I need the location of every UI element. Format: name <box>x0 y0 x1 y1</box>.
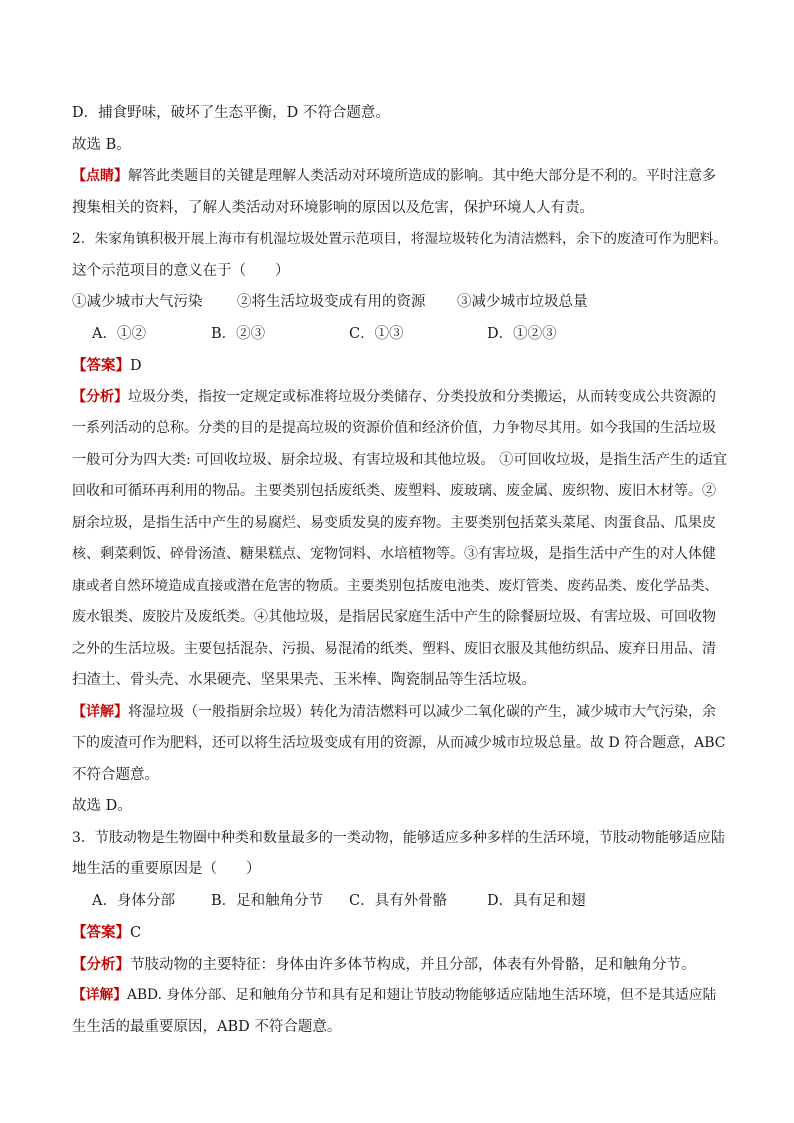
conclusion-line: 故选 B。 <box>72 136 131 153</box>
choice-b: B．②③ <box>211 325 266 342</box>
question-2-items <box>72 287 727 319</box>
detail-text: 下的废渣可作为肥料，还可以将生活垃圾变成有用的资源，从而减少城市垃圾总量。故 D 符合题意，ABC <box>72 735 726 751</box>
analysis-text: 康或者自然环境造成直接或潜在危害的物质。主要类别包括废电池类、废灯管类、废药品类、废化学品类、 <box>72 577 719 594</box>
answer-line <box>72 917 727 949</box>
question-3-choices <box>72 886 727 918</box>
analysis-line <box>72 382 727 414</box>
answer-tag: 【答案】 <box>72 357 130 374</box>
choice-c: C．①③ <box>349 325 404 342</box>
analysis-text: 废水银类、废胶片及废纸类。④其他垃圾，是指居民家庭生活中产生的除餐厨垃圾、有害垃圾、可回收物 <box>72 609 716 625</box>
question-2-stem: 2．朱家角镇积极开展上海市有机湿垃圾处置示范项目，将湿垃圾转化为清洁燃料，余下的废渣可作为肥料。 <box>72 231 728 247</box>
dianjing-line <box>72 161 727 193</box>
analysis-text: 垃圾分类，指按一定规定或标准将垃圾分类储存、分类投放和分类搬运，从而转变成公共资源的 <box>128 388 716 405</box>
choice-b: B．足和触角分节 <box>211 892 324 909</box>
answer-line <box>72 350 727 382</box>
detail-tag: 【详解】 <box>72 987 128 1003</box>
detail-line <box>72 697 727 729</box>
question-2-stem-cont: 这个示范项目的意义在于（ ） <box>72 262 290 279</box>
item-2: ②将生活垃圾变成有用的资源 <box>237 294 426 310</box>
detail-line <box>72 980 727 1012</box>
choice-d: D．具有足和翅 <box>487 892 586 909</box>
conclusion-line: 故选 D。 <box>72 798 132 814</box>
detail-text: 将湿垃圾（一般指厨余垃圾）转化为清洁燃料可以减少二氧化碳的产生，减少城市大气污染，余 <box>128 703 716 720</box>
analysis-text: 回收和可循环再利用的物品。主要类别包括废纸类、废塑料、废玻璃、废金属、废织物、废旧木材等。② <box>72 483 716 499</box>
text-line: D．捕食野味，破坏了生态平衡，D 不符合题意。 <box>72 105 390 121</box>
question-3-stem-cont: 地生活的重要原因是（ ） <box>72 861 261 877</box>
analysis-text: 一般可分为四大类: 可回收垃圾、厨余垃圾、有害垃圾和其他垃圾。 ①可回收垃圾，是指生活产生的适宜 <box>72 451 728 468</box>
answer-value: D <box>130 358 142 374</box>
item-1: ①减少城市大气污染 <box>72 294 203 310</box>
text-line: 搜集相关的资料，了解人类活动对环境影响的原因以及危害，保护环境人人有责。 <box>72 199 594 216</box>
detail-text: 生生活的最重要原因，ABD 不符合题意。 <box>72 1018 342 1035</box>
choice-d: D．①②③ <box>487 325 557 342</box>
analysis-text: 厨余垃圾，是指生活中产生的易腐烂、易变质发臭的废弃物。主要类别包括菜头菜尾、肉蛋食品、瓜果皮 <box>72 514 716 531</box>
analysis-text: 扫渣土、骨头壳、水果硬壳、坚果果壳、玉米棒、陶瓷制品等生活垃圾。 <box>72 672 536 688</box>
analysis-text: 一系列活动的总称。分类的目的是提高垃圾的资源价值和经济价值，力争物尽其用。如今我国的生活垃圾 <box>72 420 716 436</box>
item-3: ③减少城市垃圾总量 <box>457 294 588 310</box>
dianjing-text: 解答此类题目的关键是理解人类活动对环境所造成的影响。其中绝大部分是不利的。平时注意多 <box>128 168 716 184</box>
analysis-text: 节肢动物的主要特征：身体由许多体节构成，并且分部，体表有外骨骼，足和触角分节。 <box>130 956 696 973</box>
answer-tag: 【答案】 <box>72 924 130 941</box>
page-content <box>72 98 727 1043</box>
analysis-text: 核、剩菜剩饭、碎骨汤渣、糖果糕点、宠物饲料、水培植物等。③有害垃圾，是指生活中产生的对人体健 <box>72 546 716 562</box>
question-2-choices <box>72 319 727 351</box>
detail-text: 不符合题意。 <box>72 766 159 783</box>
detail-tag: 【详解】 <box>72 703 128 720</box>
analysis-line <box>72 949 727 981</box>
answer-value: C <box>130 925 142 941</box>
question-3-stem: 3．节肢动物是生物圈中种类和数量最多的一类动物，能够适应多种多样的生活环境，节肢动物能够适应陆 <box>72 829 725 846</box>
choice-c: C．具有外骨骼 <box>349 892 448 909</box>
choice-a: A．身体分部 <box>92 892 175 909</box>
analysis-tag: 【分析】 <box>72 955 130 973</box>
analysis-tag: 【分析】 <box>72 388 128 405</box>
detail-text: ABD. 身体分部、足和触角分节和具有足和翅让节肢动物能够适应陆地生活环境，但不是其适应陆 <box>127 987 717 1003</box>
dianjing-tag: 【点睛】 <box>72 168 128 184</box>
choice-a: A．①② <box>92 325 146 342</box>
analysis-text: 之外的生活垃圾。主要包括混杂、污损、易混淆的纸类、塑料、废旧衣服及其他纺织品、废弃日用品、清 <box>72 640 716 657</box>
